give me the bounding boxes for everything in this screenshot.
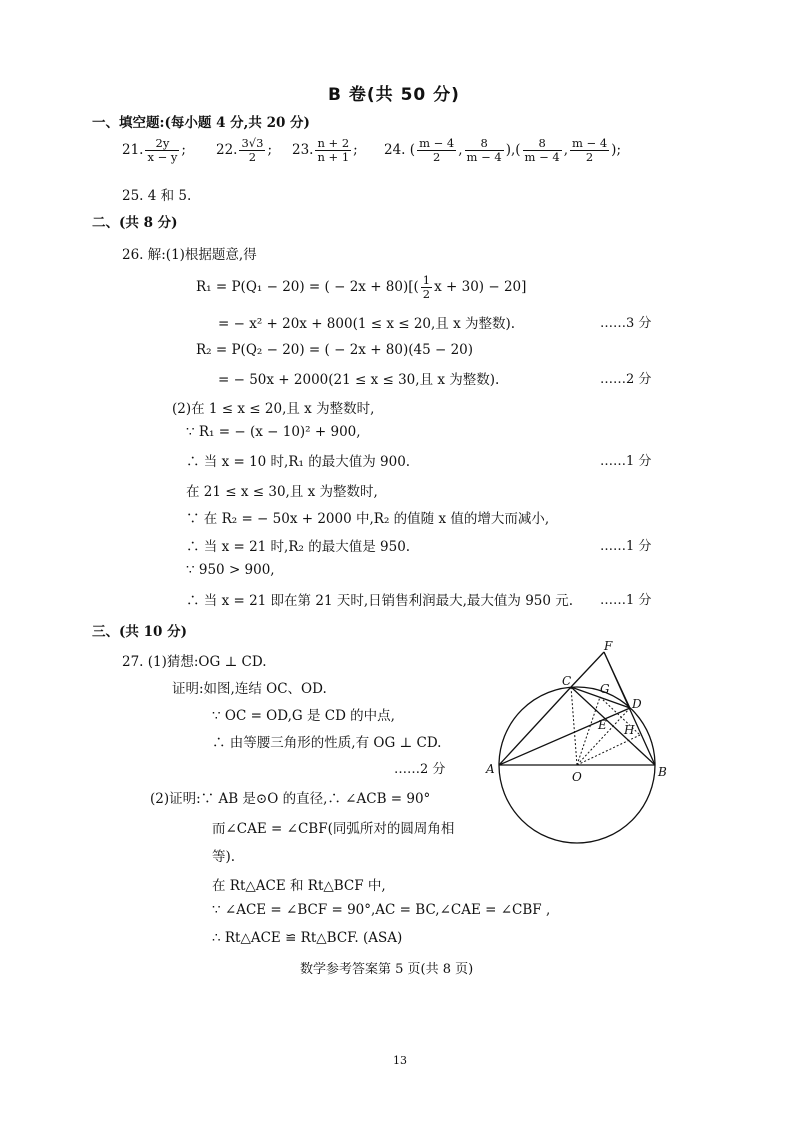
part2-line7: ∵ 950 > 900, (186, 562, 275, 578)
part2-line3: ∴ 当 x = 10 时,R₁ 的最大值为 900. (186, 454, 411, 470)
label-a: A (486, 762, 495, 776)
dotted-og (577, 697, 600, 765)
part2-points-6: ……1 分 (600, 539, 652, 554)
label-d: D (632, 697, 642, 711)
label-e: E (598, 718, 607, 732)
section3-heading: 三、(共 10 分) (92, 624, 187, 640)
r2-equation-line1: R₂ = P(Q₂ − 20) = ( − 2x + 80)(45 − 20) (196, 342, 474, 358)
part2-line1: (2)在 1 ≤ x ≤ 20,且 x 为整数时, (172, 401, 375, 417)
answer-23: 23. $\frac{n + 2}{n + 1}$ ; (292, 136, 358, 164)
dotted-oh (577, 735, 640, 765)
part2-points-3: ……1 分 (600, 454, 652, 469)
q27-line8: 在 Rt△ACE 和 Rt△BCF 中, (212, 878, 386, 894)
r2-equation-line2: = − 50x + 2000(21 ≤ x ≤ 30,且 x 为整数). (218, 372, 500, 388)
q26-intro: 26. 解:(1)根据题意,得 (122, 247, 257, 263)
q27-points-4: ……2 分 (394, 762, 446, 777)
page-number: 13 (393, 1054, 407, 1067)
answer-21-fraction: $\frac{2y}{x - y}$ (147, 136, 178, 164)
answer-24-fraction-3: $\frac{8}{m - 4}$ (524, 136, 560, 164)
q27-line7: 等). (212, 849, 236, 865)
r2-points: ……2 分 (600, 372, 652, 387)
label-o: O (572, 770, 582, 784)
section1-heading: 一、填空题:(每小题 4 分,共 20 分) (92, 115, 310, 131)
answer-21-label: 21. (122, 142, 144, 158)
part2-line4: 在 21 ≤ x ≤ 30,且 x 为整数时, (186, 484, 378, 500)
q27-line6: 而∠CAE = ∠CBF(同弧所对的圆周角相 (212, 821, 455, 837)
segment-ad (499, 708, 630, 765)
part2-line2: ∵ R₁ = − (x − 10)² + 900, (186, 424, 361, 440)
page-title: B 卷(共 50 分) (328, 85, 460, 105)
r1-points: ……3 分 (600, 316, 652, 331)
q27-line2: 证明:如图,连结 OC、OD. (172, 681, 327, 697)
answer-23-label: 23. (292, 142, 314, 158)
answer-24: 24. ( $\frac{m - 4}{2}$ , $\frac{8}{m - 4}$ ),( $\frac{8}{m - 4}$ , $\frac{m - 4}{2}$ ); (384, 136, 621, 164)
answer-22-label: 22. (216, 142, 238, 158)
answer-22: 22. $\frac{3√3}{2}$ ; (216, 136, 273, 164)
answer-23-fraction: $\frac{n + 2}{n + 1}$ (317, 136, 350, 164)
label-h: H (624, 723, 635, 737)
q27-line5: (2)证明:∵ AB 是⊙O 的直径,∴ ∠ACB = 90° (150, 791, 431, 807)
q27-line1: 27. (1)猜想:OG ⊥ CD. (122, 654, 267, 670)
answer-24-fraction-1: $\frac{m - 4}{2}$ (419, 136, 455, 164)
answer-24-fraction-4: $\frac{m - 4}{2}$ (572, 136, 608, 164)
section2-heading: 二、(共 8 分) (92, 215, 178, 231)
answer-22-fraction: $\frac{3√3}{2}$ (241, 136, 264, 164)
part2-line6: ∴ 当 x = 21 时,R₂ 的最大值是 950. (186, 539, 411, 555)
answer-25: 25. 4 和 5. (122, 188, 192, 204)
part2-points-8: ……1 分 (600, 593, 652, 608)
geometry-figure (480, 636, 680, 846)
r1-equation-line1: R₁ = P(Q₁ − 20) = ( − 2x + 80)[( $\frac{1}{2}$ x + 30) − 20] (196, 273, 527, 301)
answer-24-fraction-2: $\frac{8}{m - 4}$ (466, 136, 502, 164)
dotted-oc (571, 687, 577, 765)
answer-21: 21. $\frac{2y}{x - y}$ ; (122, 136, 186, 164)
r1-equation-line2: = − x² + 20x + 800(1 ≤ x ≤ 20,且 x 为整数). (218, 316, 516, 332)
q27-line3: ∵ OC = OD,G 是 CD 的中点, (212, 708, 395, 724)
label-f: F (604, 639, 613, 653)
label-c: C (562, 674, 572, 688)
part2-line5: ∵ 在 R₂ = − 50x + 2000 中,R₂ 的值随 x 值的增大而减小, (186, 511, 550, 527)
page-footer: 数学参考答案第 5 页(共 8 页) (300, 962, 474, 977)
label-g: G (600, 682, 610, 696)
q27-line9: ∵ ∠ACE = ∠BCF = 90°,AC = BC,∠CAE = ∠CBF , (212, 902, 551, 918)
q27-line4: ∴ 由等腰三角形的性质,有 OG ⊥ CD. (212, 735, 442, 751)
answer-24-label: 24. (384, 142, 406, 158)
r1-half-fraction: $\frac{1}{2}$ (422, 273, 431, 301)
q27-line10: ∴ Rt△ACE ≌ Rt△BCF. (ASA) (212, 930, 403, 946)
label-b: B (658, 765, 667, 779)
part2-line8: ∴ 当 x = 21 即在第 21 天时,日销售利润最大,最大值为 950 元. (186, 593, 574, 609)
